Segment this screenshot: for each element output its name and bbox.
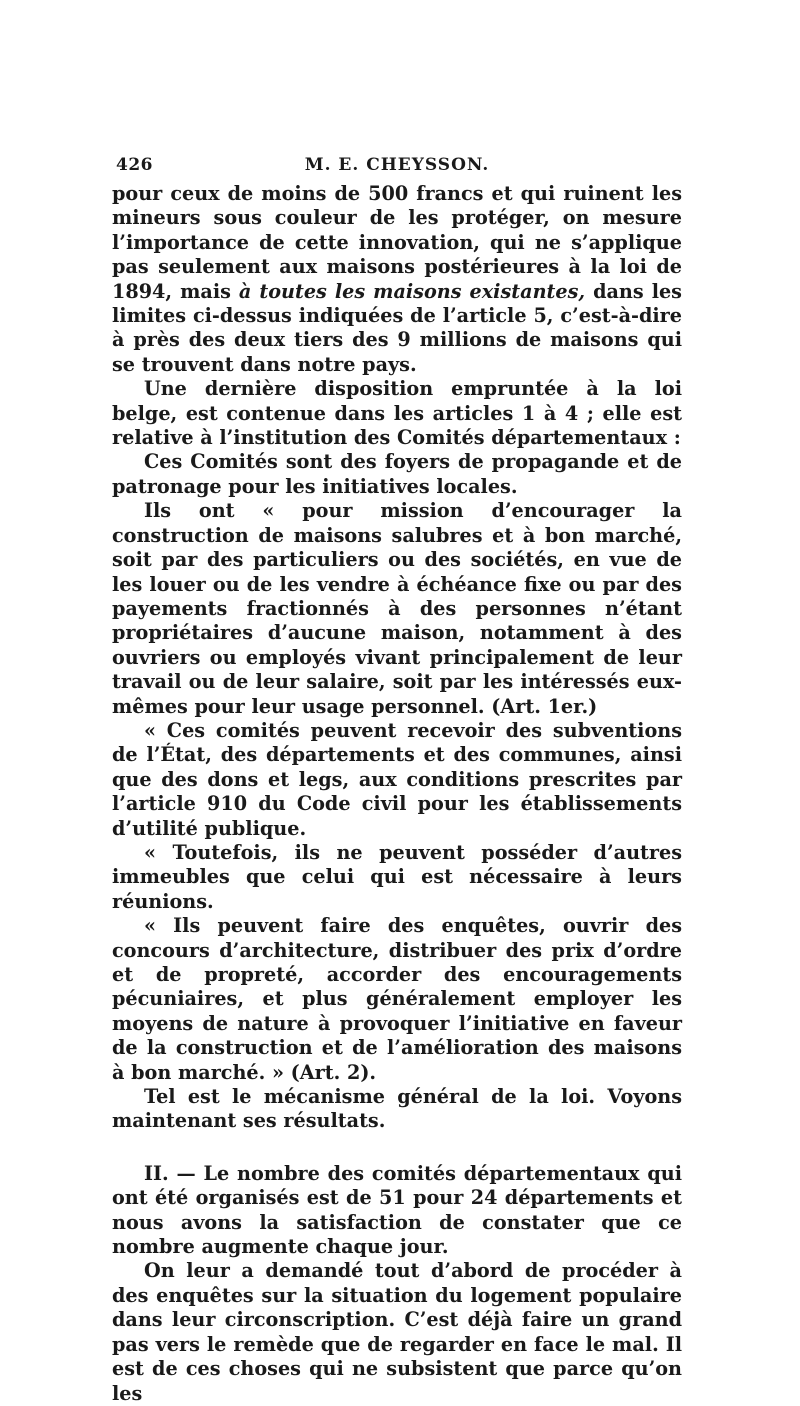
paragraph-1-end: dans les limites ci-dessus indiquées de l’article 5, c’est-à-dire à près des deux tiers des 9 millions de maisons qui se trouvent dans notre pays. bbox=[112, 279, 682, 376]
paragraph-1-start: pour ceux de moins de 500 francs et qui ruinent les mineurs sous couleur de les protéger, on mesure l’importance de cette innovation, qui ne s’applique pas seulement aux maisons postérieures à la loi de 1894, mais bbox=[112, 182, 682, 303]
paragraph-5: « Ces comités peuvent recevoir des subventions de l’État, des départements et des communes, ainsi que des dons et legs, aux conditions prescrites par l’article 910 du Code civil pour les établissements d’utilité publique. bbox=[112, 718, 682, 840]
paragraph-1 bbox=[112, 182, 682, 377]
body-text bbox=[112, 182, 682, 1406]
paragraph-2: Une dernière disposition empruntée à la loi belge, est contenue dans les articles 1 à 4 ; elle est relative à l’institution des Comités départementaux : bbox=[112, 377, 682, 450]
section-gap bbox=[112, 1134, 682, 1162]
page-header bbox=[112, 150, 682, 182]
paragraph-3: Ces Comités sont des foyers de propagande et de patronage pour les initiatives locales. bbox=[112, 450, 682, 498]
book-page bbox=[112, 150, 682, 1406]
paragraph-4: Ils ont « pour mission d’encourager la construction de maisons salubres et à bon marché, soit par des particuliers ou des sociétés, en vue de les louer ou de les vendre à échéance fixe ou par des payements fractionnés à des personnes n’étant propriétaires d’aucune maison, notamment à des ouvriers ou employés vivant principalement de leur travail ou de leur salaire, soit par les intéressés eux-mêmes pour leur usage personnel. (Art. 1er.) bbox=[112, 499, 682, 718]
paragraph-7: « Ils peuvent faire des enquêtes, ouvrir des concours d’architecture, distribuer des prix d’ordre et de propreté, accorder des encouragements pécuniaires, et plus généralement employer les moyens de nature à provoquer l’initiative en faveur de la construction et de l’amélioration des maisons à bon marché. » (Art. 2). bbox=[112, 914, 682, 1084]
paragraph-1-emphasis: à toutes les maisons existantes, bbox=[238, 279, 586, 303]
paragraph-9: II. — Le nombre des comités départementaux qui ont été organisés est de 51 pour 24 départements et nous avons la satisfaction de constater que ce nombre augmente chaque jour. bbox=[112, 1161, 682, 1259]
running-head: M. E. CHEYSSON. bbox=[304, 155, 490, 175]
paragraph-10: On leur a demandé tout d’abord de procéder à des enquêtes sur la situation du logement populaire dans leur circonscription. C’est déjà faire un grand pas vers le remède que de regarder en face le mal. Il est de ces choses qui ne subsistent que parce qu’on les bbox=[112, 1259, 682, 1405]
page-number: 426 bbox=[116, 155, 153, 175]
paragraph-6: « Toutefois, ils ne peuvent posséder d’autres immeubles que celui qui est nécessaire à leurs réunions. bbox=[112, 840, 682, 913]
paragraph-8: Tel est le mécanisme général de la loi. Voyons maintenant ses résultats. bbox=[112, 1085, 682, 1133]
